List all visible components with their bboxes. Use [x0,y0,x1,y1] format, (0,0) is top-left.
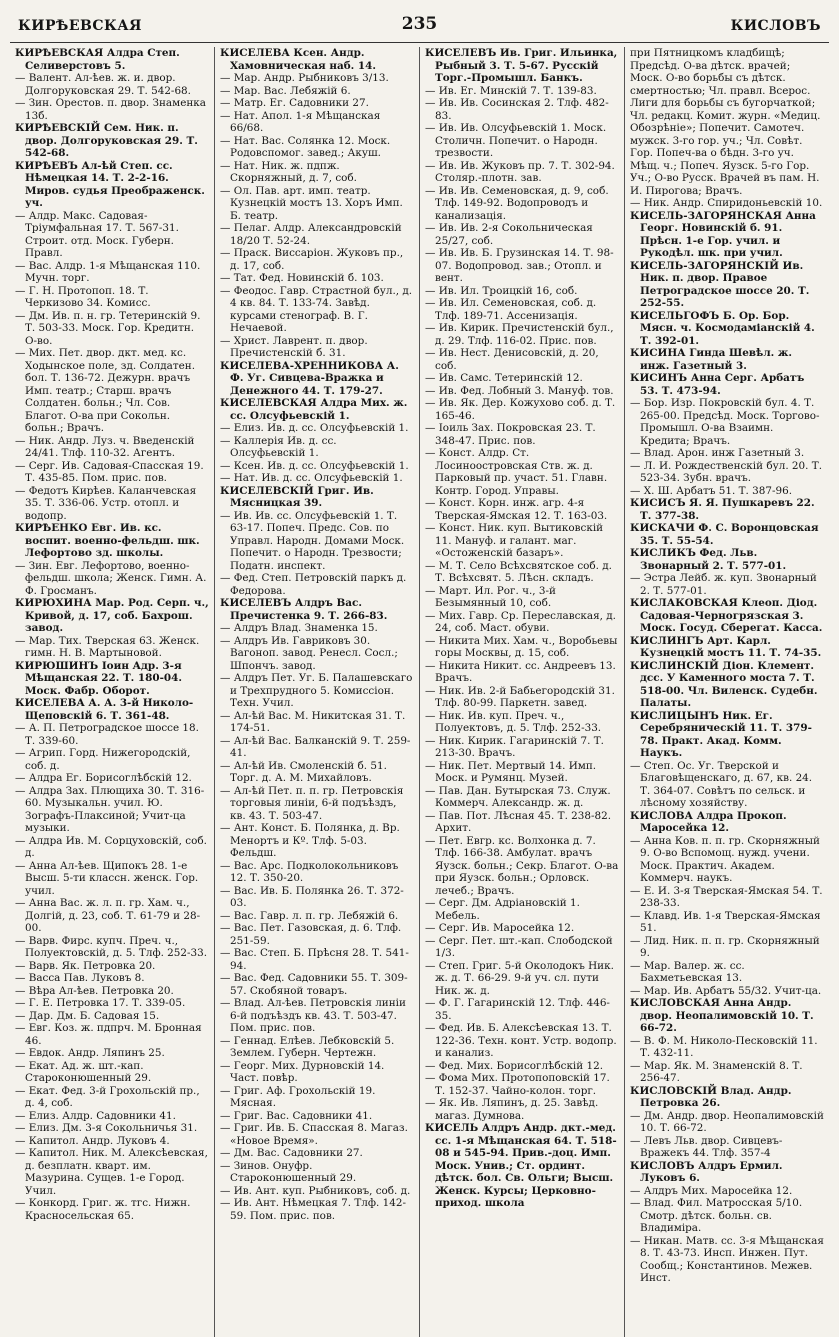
directory-entry: — Елиз. Ив. д. сс. Олсуфьевскій 1. [220,422,414,435]
directory-entry: — Ив. Самс. Тетеринскій 12. [425,372,619,385]
directory-entry: — Дм. Ив. п. н. гр. Тетеринскій 9. Т. 503-33. Моск. Гор. Кредитн. О-во. [15,310,209,348]
directory-entry: — Алдра Ег. Борисоглѣбскій 12. [15,772,209,785]
directory-entry-heading: КИСИСЪ Я. Я. Пушкаревъ 22. Т. 377-38. [630,497,815,522]
directory-entry: — Л. И. Рождественскій бул. 20. Т. 523-34. Зубн. врачъ. [630,460,824,485]
directory-entry: — Никан. Матв. сс. 3-я Мѣщанская 8. Т. 43-73. Инсп. Инжен. Пут. Сообщ.; Константинов. Межев. Инст. [630,1235,824,1285]
directory-entry: — Ив. Ив. Олсуфьевскій 1. Моск. Столичн. Попечит. о Народн. трезвости. [425,122,619,160]
directory-entry: — Григ. Ив. Б. Спасская 8. Магаз. «Новое Время». [220,1122,414,1147]
columns [10,47,829,1337]
running-head-right: КИСЛОВЪ [730,18,821,34]
directory-entry: — Серг. Ив. Садовая-Спасская 19. Т. 435-85. Пом. прис. пов. [15,460,209,485]
directory-entry-heading: КИСЛИКЪ Фед. Льв. Звонарный 2. Т. 577-01. [630,547,787,572]
column-2 [215,47,420,1337]
directory-entry: — Агрип. Горд. Нижегородскій, соб. д. [15,747,209,772]
directory-entry-heading: КИСИНЪ Анна Серг. Арбатъ 53. Т. 473-94. [630,372,805,397]
directory-entry: — Анна Ков. п. п. гр. Скорняжный 9. О-во Вспомощ. нужд. учени. Моск. Практич. Академ. Коммерч. наукъ. [630,835,824,885]
directory-entry: — Елиз. Дм. 3-я Сокольничья 31. [15,1122,209,1135]
directory-entry: — Конст. Ник. куп. Вытиковскій 11. Мануф. и галант. маг. «Остоженскій базаръ». [425,522,619,560]
directory-entry: — Влад. Ал-ѣев. Петровскія линіи 6-й подъѣздъ кв. 43. Т. 503-47. Пом. прис. пов. [220,997,414,1035]
directory-entry: — Мар. Андр. Рыбниковъ 3/13. [220,72,414,85]
directory-entry-heading: КИСЕЛЬ-ЗАГОРЯНСКАЯ Анна Георг. Новинскій б. 91. Прѣсн. 1-е Гор. учил. и Рукодѣл. шк. при учил. [630,209,816,259]
directory-entry: — Мих. Пет. двор. дкт. мед. кс. Ходынское поле, зд. Солдатен. бол. Т. 136-72. Дежурн. врачъ Имп. театр.; Старш. врачъ Солдатен. больн.; Чл. Сов. Благот. О-ва при Сокольн. больн.; Врачъ. [15,347,209,435]
directory-entry: — Ксен. Ив. д. сс. Олсуфьевскій 1. [220,460,414,473]
directory-entry: — Мих. Гавр. Ср. Переславская, д. 24, соб. Маст. обуви. [425,610,619,635]
directory-entry: — Ив. Ив. Б. Грузинская 14. Т. 98-07. Водопровод. зав.; Отопл. и вент. [425,247,619,285]
directory-entry: — Ив. Ив. 2-я Сокольническая 25/27, соб. [425,222,619,247]
directory-entry: — Пав. Пот. Лѣсная 45. Т. 238-82. Архит. [425,810,619,835]
directory-entry: — Георг. Мих. Дурновскій 14. Част. повѣр. [220,1060,414,1085]
column-4 [625,47,829,1337]
page-number: 235 [401,14,438,34]
directory-entry: — Вас. Ив. Б. Полянка 26. Т. 372-03. [220,885,414,910]
directory-entry: — Ив. Ив. сс. Олсуфьевскій 1. Т. 63-17. Попеч. Предс. Сов. по Управл. Народн. Домами Моск. Попечит. о Народн. Трезвости; Податн. инспект. [220,510,414,573]
directory-entry: — Екат. Ад. ж. шт.-кап. Староконюшенный 29. [15,1060,209,1085]
directory-entry: — Бор. Изр. Покровскій бул. 4. Т. 265-00. Предсѣд. Моск. Торгово-Промышл. О-ва Взаимн. Кредита; Врачъ. [630,397,824,447]
directory-entry: — Вас. Пет. Газовская, д. 6. Тлф. 251-59. [220,922,414,947]
directory-entry-heading: КИСЕЛЕВСКІЙ Григ. Ив. Мясницкая 39. [220,484,374,509]
directory-entry: — Г. Н. Протопоп. 18. Т. Черкизово 34. Комисс. [15,285,209,310]
directory-entry: — Мар. Вас. Лебяжій 6. [220,85,414,98]
directory-entry: — Анна Вас. ж. л. п. гр. Хам. ч., Долгій, д. 23, соб. Т. 61-79 и 28-00. [15,897,209,935]
directory-entry: — Дар. Дм. Б. Садовая 15. [15,1010,209,1023]
directory-entry: — Ант. Конст. Б. Полянка, д. Вр. Менортъ и Кº. Тлф. 5-03. Фельдш. [220,822,414,860]
directory-entry: — Лид. Ник. п. п. гр. Скорняжный 9. [630,935,824,960]
directory-entry: — Фома Мих. Протопоповскій 17. Т. 152-37. Чайно-колон. торг. [425,1072,619,1097]
directory-entry: — Влад. Фил. Матросская 5/10. Смотр. дѣтск. больн. св. Владиміра. [630,1197,824,1235]
directory-entry: — Конст. Алдр. Ст. Лосиноостровская Ств. ж. д. Парковый пр. участ. 51. Главн. Контр. Город. Управы. [425,447,619,497]
directory-entry: — Христ. Лаврент. п. двор. Пречистенскій б. 31. [220,335,414,360]
directory-entry: — Нат. Вас. Солянка 12. Моск. Родовспомог. завед.; Акуш. [220,135,414,160]
directory-entry: — Пет. Евгр. кс. Волхонка д. 7. Тлф. 166-38. Амбулат. врачъ Яузск. больн.; Секр. Благот. О-ва при Яузск. больн.; Орловск. лечеб.; Врачъ. [425,835,619,898]
column-3 [420,47,625,1337]
directory-entry-heading: КИРѢЕВЪ Ал-ѣй Степ. сс. Нѣмецкая 14. Т. 2-2-16. Миров. судья Преображенск. уч. [15,159,205,209]
directory-entry: — Эстра Лейб. ж. куп. Звонарный 2. Т. 577-01. [630,572,824,597]
directory-entry: — Анна Ал-ѣев. Щипокъ 28. 1-е Высш. 5-ти классн. женск. Гор. учил. [15,860,209,898]
directory-entry: — Васса Пав. Луковъ 8. [15,972,209,985]
directory-entry-heading: КИСЕЛЬ-ЗАГОРЯНСКІЙ Ив. Ник. п. двор. Правое Петроградское шоссе 20. Т. 252-55. [630,259,810,309]
directory-entry: — Дм. Андр. двор. Неопалимовскій 10. Т. 66-72. [630,1110,824,1135]
directory-entry: — Зин. Евг. Лефортово, военно-фельдш. школа; Женск. Гимн. А. Ф. Гросманъ. [15,560,209,598]
directory-entry: — В. Ф. М. Николо-Песковскій 11. Т. 432-11. [630,1035,824,1060]
directory-entry: — Вас. Арс. Подколокольниковъ 12. Т. 350-20. [220,860,414,885]
directory-entry: — Григ. Вас. Садовники 41. [220,1110,414,1123]
directory-entry-heading: КИСЛОВСКІЙ Влад. Андр. Петровка 26. [630,1084,792,1109]
directory-entry: — Капитол. Андр. Луковъ 4. [15,1135,209,1148]
directory-entry: — Праск. Виссаріон. Жуковъ пр., д. 17, соб. [220,247,414,272]
directory-entry: — Ник. Кирик. Гагаринскій 7. Т. 213-30. Врачъ. [425,735,619,760]
directory-entry: — Алдръ Мих. Маросейка 12. [630,1185,824,1198]
directory-entry: — Фед. Ив. Б. Алексѣевская 13. Т. 122-36. Техн. конт. Устр. водопр. и канализ. [425,1022,619,1060]
directory-entry: — Іоиль Зах. Покровская 23. Т. 348-47. Прис. пов. [425,422,619,447]
directory-entry: — М. Т. Село Всѣхсвятское соб. д. Т. Всѣхсвят. 5. Лѣсн. складъ. [425,560,619,585]
directory-entry: — Г. Е. Петровка 17. Т. 339-05. [15,997,209,1010]
directory-entry: — Зин. Орестов. п. двор. Знаменка 13б. [15,97,209,122]
directory-entry: — Ник. Ив. куп. Преч. ч., Полуектовъ, д. 5. Тлф. 252-33. [425,710,619,735]
directory-entry: — Ив. Ив. Жуковъ пр. 7. Т. 302-94. Столяр.-плотн. зав. [425,160,619,185]
directory-entry: — Ив. Ил. Троицкій 16, соб. [425,285,619,298]
directory-entry: — Март. Ил. Рог. ч., 3-й Безымянный 10, соб. [425,585,619,610]
directory-entry: — Ол. Пав. арт. имп. театр. Кузнецкій мостъ 13. Хоръ Имп. Б. театр. [220,185,414,223]
directory-entry: — Нат. Апол. 1-я Мѣщанская 66/68. [220,110,414,135]
directory-entry-heading: КИСЕЛЕВЪ Ив. Григ. Ильинка, Рыбный 3. Т. 5-67. Русскій Торг.-Промышл. Банкъ. [425,47,618,84]
directory-entry: — Нат. Ник. ж. пдпж. Скорняжный, д. 7, соб. [220,160,414,185]
directory-entry: — Алдра Зах. Плющиха 30. Т. 316-60. Музыкальн. учил. Ю. Зографъ-Плаксиной; Учит-ца музыки. [15,785,209,835]
directory-entry: — Алдр. Макс. Садовая-Тріумфальная 17. Т. 567-31. Строит. отд. Моск. Губерн. Правл. [15,210,209,260]
directory-entry: — Евдок. Андр. Ляпинъ 25. [15,1047,209,1060]
directory-entry: — Мар. Тих. Тверская 63. Женск. гимн. Н. В. Мартыновой. [15,635,209,660]
directory-entry-heading: КИСЛИЦЫНЪ Ник. Ег. Серебряническій 11. Т. 379-78. Практ. Акад. Комм. Наукъ. [630,709,812,759]
directory-entry: — Федотъ Кирѣев. Каланчевская 35. Т. 336-06. Устр. отопл. и водопр. [15,485,209,523]
directory-entry-heading: КИСЕЛЕВЪ Алдръ Вас. Пречистенка 9. Т. 266-83. [220,597,388,622]
directory-entry: — Нат. Ив. д. сс. Олсуфьевскій 1. [220,472,414,485]
directory-entry: — Евг. Коз. ж. пдпрч. М. Бронная 46. [15,1022,209,1047]
directory-entry: — Вас. Фед. Садовники 55. Т. 309-57. Скобяной товаръ. [220,972,414,997]
directory-entry-heading: КИРѢЕВСКІЙ Сем. Ник. п. двор. Долгоруковская 29. Т. 542-68. [15,122,198,159]
directory-entry: — Серг. Ив. Маросейка 12. [425,922,619,935]
directory-entry-heading: КИСЛОВА Алдра Прокоп. Маросейка 12. [630,809,787,834]
directory-entry-heading: КИРѢЕНКО Евг. Ив. кс. воспит. военно-фельдш. шк. Лефортово зд. школы. [15,522,200,559]
directory-entry: — Мар. Як. М. Знаменскій 8. Т. 256-47. [630,1060,824,1085]
directory-entry: — Мар. Ив. Арбатъ 55/32. Учит-ца. [630,985,824,998]
directory-entry: — Зинов. Онуфр. Староконюшенный 29. [220,1160,414,1185]
directory-entry-heading: КИСЕЛЬ Алдръ Андр. дкт.-мед. сс. 1-я Мѣщанская 64. Т. 518-08 и 545-94. Прив.-доц. Имп. Моск. Унив.; Ст. ординт. дѣтск. бол. Св. Ольги; Высш. Женск. Курсы; Церковно-приход. школа [425,1122,617,1209]
directory-entry: — Як. Ив. Ляпинъ, д. 25. Завѣд. магаз. Думнова. [425,1097,619,1122]
directory-entry: — Никита Мих. Хам. ч., Воробьевы горы Москвы, д. 15, соб. [425,635,619,660]
directory-entry-heading: КИСЛИНГЪ Арт. Карл. Кузнецкій мостъ 11. Т. 74-35. [630,634,822,659]
directory-entry: — Ал-ѣй Пет. п. п. гр. Петровскія торговыя линіи, 6-й подъѣздъ, кв. 43. Т. 503-47. [220,785,414,823]
directory-entry: — Влад. Арон. инж Газетный 3. [630,447,824,460]
directory-entry: — Варв. Як. Петровка 20. [15,960,209,973]
directory-entry: — Варв. Фирс. купч. Преч. ч., Полуектовскій, д. 5. Тлф. 252-33. [15,935,209,960]
directory-entry: — Ал-ѣй Вас. М. Никитская 31. Т. 174-51. [220,710,414,735]
directory-entry: — Тат. Фед. Новинскій б. 103. [220,272,414,285]
directory-entry: — Серг. Пет. шт.-кап. Слободской 1/3. [425,935,619,960]
directory-entry: — Екат. Фед. 3-й Грохольскій пр., д. 4, соб. [15,1085,209,1110]
directory-entry: — Ив. Фед. Лобный 3. Мануф. тов. [425,385,619,398]
directory-entry-heading: КИСЛАКОВСКАЯ Клеоп. Діод. Садовая-Черногрязская 3. Моск. Госуд. Сберегат. Касса. [630,597,823,634]
directory-entry: — Ник. Пет. Мертвый 14. Имп. Моск. и Румянц. Музей. [425,760,619,785]
directory-entry: — Мар. Валер. ж. сс. Бахметьевская 13. [630,960,824,985]
directory-entry: — Степ. Ос. Уг. Тверской и Благовѣщенскаго, д. 67, кв. 24. Т. 364-07. Совѣтъ по сельск. и лѣсному хозяйству. [630,760,824,810]
directory-entry: — Алдръ Пет. Уг. Б. Палашевскаго и Трехпрудного 5. Комиссіон. Техн. Учил. [220,672,414,710]
directory-entry-heading: КИСЕЛЕВА-ХРЕННИКОВА А. Ф. Уг. Сивцева-Вражка и Денежного 44. Т. 179-27. [220,359,399,397]
directory-entry-heading: КИРѢЕВСКАЯ Алдра Степ. Селиверстовъ 5. [15,47,180,72]
directory-entry-heading: КИСЕЛЕВА А. А. 3-й Николо-Щеповскій 6. Т. 361-48. [15,697,194,722]
directory-entry: — Никита Никит. сс. Андреевъ 13. Врачъ. [425,660,619,685]
directory-entry: — Ив. Нест. Денисовскій, д. 20, соб. [425,347,619,372]
directory-entry: — Е. И. 3-я Тверская-Ямская 54. Т. 238-33. [630,885,824,910]
directory-entry: — Х. Ш. Арбатъ 51. Т. 387-96. [630,485,824,498]
directory-entry: — Ник. Андр. Спиридоньевскій 10. [630,197,824,210]
directory-entry: — Конст. Корн. инж. агр. 4-я Тверская-Ямская 12. Т. 163-03. [425,497,619,522]
directory-entry: — Ник. Ив. 2-й Бабьегородскій 31. Тлф. 80-99. Паркетн. завед. [425,685,619,710]
directory-entry: — Алдра Ив. М. Сорцуховскій, соб. д. [15,835,209,860]
directory-entry-heading: КИСЕЛЬГОФЪ Б. Ор. Бор. Мясн. ч. Космодаміанскій 4. Т. 392-01. [630,309,815,347]
page-header [10,14,829,43]
directory-entry: — Ф. Г. Гагаринскій 12. Тлф. 446-35. [425,997,619,1022]
directory-entry: — Капитол. Ник. М. Алексѣевская, д. безплатн. кварт. им. Мазурина. Сущев. 1-е Город. Учил. [15,1147,209,1197]
directory-entry-heading: КИСКАЧИ Ф. С. Воронцовская 35. Т. 55-54. [630,522,819,547]
directory-entry: — Дм. Вас. Садовники 27. [220,1147,414,1160]
directory-entry: — Ив. Ант. куп. Рыбниковъ, соб. д. [220,1185,414,1198]
directory-entry: — Валент. Ал-ѣев. ж. и. двор. Долгоруковская 29. Т. 542-68. [15,72,209,97]
directory-entry-heading: КИСЕЛЕВСКАЯ Алдра Мих. ж. сс. Олсуфьевскій 1. [220,397,408,422]
directory-entry-heading: КИРЮШИНЪ Іоин Адр. 3-я Мѣщанская 22. Т. 180-04. Моск. Фабр. Оборот. [15,659,182,697]
directory-entry: — Ник. Андр. Луз. ч. Введенскій 24/41. Тлф. 110-32. Агентъ. [15,435,209,460]
directory-entry-heading: КИСЛОВСКАЯ Анна Андр. двор. Неопалимовскій 10. Т. 66-72. [630,997,814,1034]
directory-entry-heading: КИСИНА Гинда Шевѣл. ж. инж. Газетный 3. [630,347,792,372]
directory-entry: — Алдръ Ив. Гавриковъ 30. Вагоноп. завод. Ренесл. Сосл.; Шпончъ. завод. [220,635,414,673]
directory-entry: — Вас. Алдр. 1-я Мѣщанская 110. Мучн. торг. [15,260,209,285]
directory-entry-heading: КИРЮХИНА Мар. Род. Серп. ч., Кривой, д. 17, соб. Бахрош. завод. [15,597,209,634]
directory-entry-heading: КИСЛИНСКІЙ Діон. Клемент. дсс. У Каменного моста 7. Т. 518-00. Чл. Виленск. Судебн. Палаты. [630,659,818,709]
directory-entry: — Матр. Ег. Садовники 27. [220,97,414,110]
directory-entry: — А. П. Петроградское шоссе 18. Т. 339-60. [15,722,209,747]
directory-entry: — Ив. Ив. Сосинская 2. Тлф. 482-83. [425,97,619,122]
directory-entry: — Фед. Мих. Борисоглѣбскій 12. [425,1060,619,1073]
directory-entry-heading: КИСЕЛЕВА Ксен. Андр. Хамовническая наб. 14. [220,47,376,72]
running-head-left: КИРѢЕВСКАЯ [18,18,142,34]
directory-entry: — Елиз. Алдр. Садовники 41. [15,1110,209,1123]
directory-entry: — Ал-ѣй Ив. Смоленскій б. 51. Торг. д. А. М. Михайловъ. [220,760,414,785]
directory-entry: — Ив. Ег. Минскій 7. Т. 139-83. [425,85,619,98]
directory-entry: — Клавд. Ив. 1-я Тверская-Ямская 51. [630,910,824,935]
directory-entry: — Вас. Гавр. л. п. гр. Лебяжій 6. [220,910,414,923]
directory-entry-heading: КИСЛОВЪ Алдръ Ермил. Луковъ 6. [630,1159,783,1184]
directory-entry: — Ив. Кирик. Пречистенскій бул., д. 29. Тлф. 116-02. Прис. пов. [425,322,619,347]
directory-entry: — Феодос. Гавр. Страстной бул., д. 4 кв. 84. Т. 133-74. Завѣд. курсами стенограф. В. Г. Нечаевой. [220,285,414,335]
directory-entry: — Степ. Григ. 5-й Околодокъ Ник. ж. д. Т. 66-29. 9-й уч. сл. пути Ник. ж. д. [425,960,619,998]
column-1 [10,47,215,1337]
directory-entry: — Ив. Як. Дер. Кожухово соб. д. Т. 165-46. [425,397,619,422]
directory-entry: — Серг. Дм. Адріановскій 1. Мебель. [425,897,619,922]
directory-entry: — Алдръ Влад. Знаменка 15. [220,622,414,635]
directory-entry: — Ив. Ил. Семеновская, соб. д. Тлф. 189-71. Ассенизація. [425,297,619,322]
directory-entry: — Вас. Степ. Б. Прѣсня 28. Т. 541-94. [220,947,414,972]
directory-entry: — Григ. Аф. Грохольскій 19. Мясная. [220,1085,414,1110]
directory-entry: — Вѣра Ал-ѣев. Петровка 20. [15,985,209,998]
directory-entry: — Ал-ѣй Вас. Балканскій 9. Т. 259-41. [220,735,414,760]
directory-entry: — Фед. Степ. Петровскій паркъ д. Федорова. [220,572,414,597]
directory-entry: — Ив. Ант. Нѣмецкая 7. Тлф. 142-59. Пом. прис. пов. [220,1197,414,1222]
directory-entry: — Каллерія Ив. д. сс. Олсуфьевскій 1. [220,435,414,460]
directory-entry: при Пятницкомъ кладбищѣ; Предсѣд. О-ва дѣтск. врачей; Моск. О-во борьбы съ дѣтск. смертностью; Чл. правл. Всерос. Лиги для борьбы съ бугорчаткой; Чл. редакц. Комит. журн. «Медиц. Обозрѣніе»; Попечит. Самотеч. мужск. 3-го гор. уч.; Чл. Совѣт. Гор. Попеч-ва о бѣдн. 3-го уч. Мѣщ. ч.; Попеч. Яузск. 5-го Гор. Уч.; О-во Русск. Врачей въ пам. Н. И. Пирогова; Врачъ. [630,47,821,197]
directory-entry: — Ив. Ив. Семеновская, д. 9, соб. Тлф. 149-92. Водопроводъ и канализація. [425,185,619,223]
directory-entry: — Пав. Дан. Бутырская 73. Служ. Коммерч. Александр. ж. д. [425,785,619,810]
directory-entry: — Геннад. Елѣев. Лебковскій 5. Землем. Губерн. Чертежн. [220,1035,414,1060]
directory-entry: — Левъ Льв. двор. Сивцевъ-Вражекъ 44. Тлф. 357-4 [630,1135,824,1160]
directory-entry: — Пелаг. Алдр. Александровскій 18/20 Т. 52-24. [220,222,414,247]
directory-entry: — Конкорд. Григ. ж. тгс. Нижн. Красносельская 65. [15,1197,209,1222]
